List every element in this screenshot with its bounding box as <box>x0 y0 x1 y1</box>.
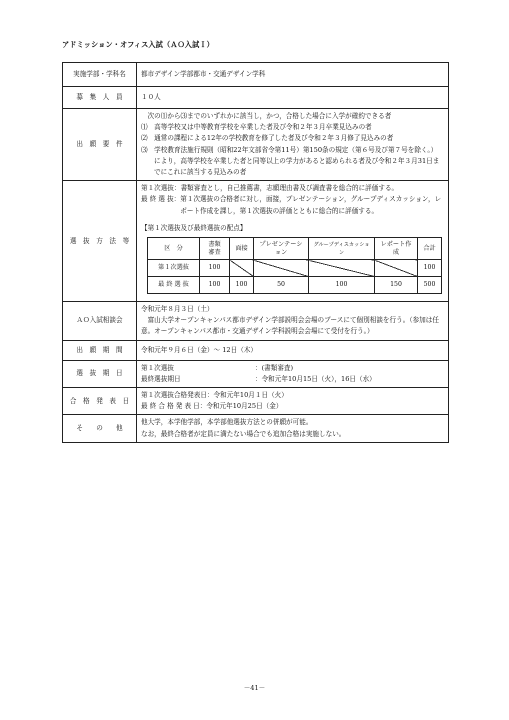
other-line: 他大学，本学他学部，本学部他選抜方法との併願が可能。 <box>141 418 313 427</box>
header-cell: 合計 <box>418 238 442 260</box>
row-value <box>137 360 449 387</box>
exam-date-line: 最終選抜期日 ：令和元年10月15日（火），16日（水） <box>141 374 376 383</box>
exam-date-line: 第１次選抜 ：(書類審査) <box>141 363 294 372</box>
row-label-cell: 第１次選抜 <box>148 260 200 277</box>
first-selection <box>141 183 443 194</box>
consult-text: 富山大学オープンキャンパス都市デザイン学部説明会会場のブースにて個別相談を行う。（参加は任意。オープンキャンパス都市・交通デザイン学科説明会会場にて受付を行う。） <box>141 316 439 336</box>
score-cell-empty <box>230 260 254 277</box>
announcement-line: 最 終 合 格 発 表 日：令和元年10月25日（金） <box>141 402 283 411</box>
row-label: 選 抜 方 法 等 <box>63 181 137 302</box>
row-label: 実施学部・学科名 <box>63 63 137 87</box>
consult-date: 令和元年８月３日（土） <box>141 305 214 314</box>
score-cell-empty <box>309 260 375 277</box>
row-label: 合 格 発 表 日 <box>63 388 137 415</box>
final-selection-key: 最 終 選 抜： <box>141 195 181 204</box>
row-value <box>137 181 449 302</box>
row-label: 選 抜 期 日 <box>63 360 137 387</box>
score-cell-empty <box>375 260 418 277</box>
score-cell: 100 <box>309 277 375 294</box>
row-label: そ の 他 <box>63 415 137 442</box>
score-table-row <box>148 277 442 294</box>
row-exam-dates <box>63 360 449 387</box>
requirement-item: ⑵ 通常の課程による12年の学校教育を修了した者及び令和２年３月修了見込みの者 <box>141 134 394 143</box>
row-consult <box>63 302 449 341</box>
score-table-header <box>148 238 442 260</box>
row-requirements <box>63 109 449 181</box>
score-table-row <box>148 260 442 277</box>
row-label-cell: 最 終 選 抜 <box>148 277 200 294</box>
page-number: －41－ <box>243 684 266 692</box>
header-cell: レポート作成 <box>375 238 418 260</box>
row-faculty <box>63 63 449 87</box>
requirement-item: ⑴ 高等学校又は中等教育学校を卒業した者及び令和２年３月卒業見込みの者 <box>141 123 372 132</box>
score-cell: 150 <box>375 277 418 294</box>
header-cell: 区 分 <box>148 238 200 260</box>
admission-table <box>62 62 449 443</box>
score-cell: 100 <box>230 277 254 294</box>
final-selection-text: 第１次選抜の合格者に対し，面接，プレゼンテーション，グループディスカッション，レポート作成を課し，第１次選抜の評価とともに総合的に評価する。 <box>180 195 442 215</box>
score-table-caption: 【第１次選抜及び最終選抜の配点】 <box>141 223 247 232</box>
score-table <box>147 237 442 294</box>
first-selection-key: 第１次選抜： <box>141 184 181 193</box>
row-value: 都市デザイン学部都市・交通デザイン学科 <box>137 63 449 87</box>
score-cell: 100 <box>418 260 442 277</box>
row-announcement <box>63 388 449 415</box>
score-cell: 100 <box>200 260 230 277</box>
row-selection <box>63 181 449 302</box>
score-cell: 500 <box>418 277 442 294</box>
row-label: 募 集 人 員 <box>63 87 137 109</box>
row-value <box>137 109 449 181</box>
row-other <box>63 415 449 442</box>
first-selection-text: 書類審査とし，自己推薦書，志願理由書及び調査書を総合的に評価する。 <box>180 184 399 193</box>
row-value <box>137 415 449 442</box>
row-label: 出 願 要 件 <box>63 109 137 181</box>
row-value <box>137 388 449 415</box>
final-selection <box>141 194 443 216</box>
header-cell: グループディスカッション <box>309 238 375 260</box>
row-value <box>137 302 449 341</box>
other-line: なお，最終合格者が定員に満たない場合でも追加合格は実施しない。 <box>141 429 346 438</box>
score-cell: 50 <box>254 277 309 294</box>
header-cell: プレゼンテーション <box>254 238 309 260</box>
score-cell-empty <box>254 260 309 277</box>
requirements-intro: 次の⑴から⑶までのいずれかに該当し，かつ，合格した場合に入学が確約できる者 <box>147 112 392 120</box>
page-heading: アドミッション・オフィス入試（ＡＯ入試Ｉ） <box>62 40 214 49</box>
row-value: 令和元年９月６日（金）～ 12日（木） <box>137 340 449 360</box>
requirement-item: ⑶ 学校教育法施行規則（昭和22年文部省令第11号）第150条の規定（第６号及び第７号を除く。）により，高等学校を卒業した者と同等以上の学力があると認められる者及び令和２年３月31日までにこれに該当する見込みの者 <box>141 145 440 177</box>
header-cell: 書類審査 <box>200 238 230 260</box>
row-value: １０人 <box>137 87 449 109</box>
row-label: ＡＯ入試相談会 <box>63 302 137 341</box>
announcement-line: 第１次選抜合格発表日：令和元年10月１日（火） <box>141 391 288 400</box>
header-cell: 面接 <box>230 238 254 260</box>
row-application-period <box>63 340 449 360</box>
score-cell: 100 <box>200 277 230 294</box>
row-capacity <box>63 87 449 109</box>
row-label: 出 願 期 間 <box>63 340 137 360</box>
